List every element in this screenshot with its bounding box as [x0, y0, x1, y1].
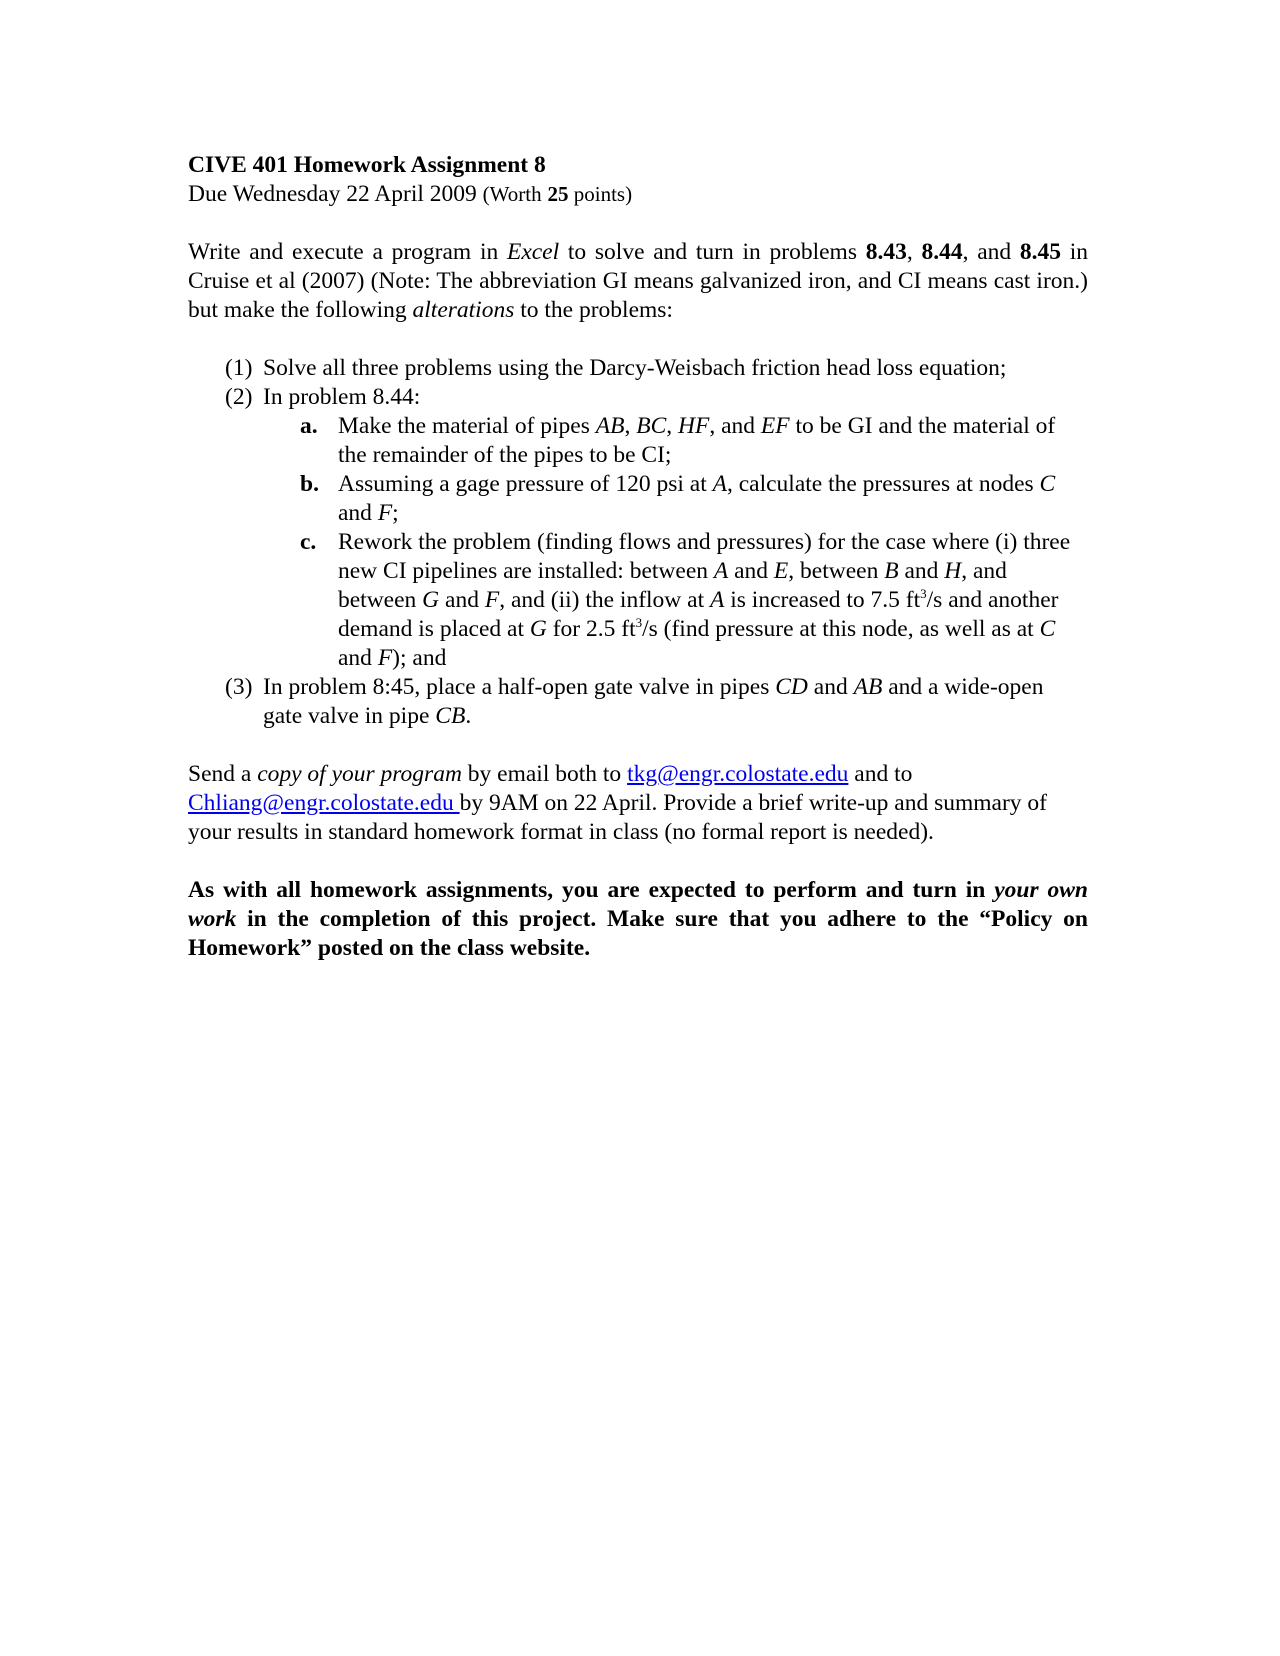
sub-item-label: c.	[300, 529, 317, 555]
intro-paragraph: Write and execute a program in Excel to solve and turn in problems 8.43, 8.44, and 8.45 in Cruise et al (2007) (Note: The abbreviation GI means galvanized iron, and CI means cast iron.) but make the following alterations to the problems:	[188, 239, 1088, 323]
own-work-term: your own work	[188, 877, 1088, 932]
sub-item-a: a. Make the material of pipes AB, BC, HF, and EF to be GI and the material of the remainder of the pipes to be CI;	[300, 413, 1056, 468]
excel-term: Excel	[506, 239, 560, 265]
problem-number: 8.45	[1019, 239, 1061, 265]
problem-number: 8.44	[921, 239, 963, 265]
assignment-title: CIVE 401 Homework Assignment 8	[188, 152, 546, 178]
list-number: (1)	[225, 355, 253, 381]
list-number: (2)	[225, 384, 253, 410]
worth-points: 25	[547, 182, 569, 206]
email-link-tkg[interactable]: tkg@engr.colostate.edu	[627, 761, 849, 787]
list-item-1: (1) Solve all three problems using the Darcy-Weisbach friction head loss equation;	[225, 355, 1007, 381]
sub-item-c: c. Rework the problem (finding flows and pressures) for the case where (i) three new CI pipelines are installed: between A and E, between B and H, and between G and F, and (ii) the inflow at A is increased to 7.5 $ft^3/s$ and another demand is placed at G for 2.5 $ft^3/s$ (find pressure at this node, as well as at C and F); and	[300, 529, 1071, 671]
due-date: Due Wednesday 22 April 2009	[188, 181, 477, 207]
list-item-2: (2) In problem 8.44:	[225, 384, 421, 410]
policy-paragraph: As with all homework assignments, you are expected to perform and turn in your own work in the completion of this project. Make sure that you adhere to the “Policy on Homework” posted on the class website.	[188, 877, 1088, 961]
alterations-term: alterations	[412, 297, 515, 323]
worth-close: points)	[568, 182, 633, 206]
list-number: (3)	[225, 674, 253, 700]
copy-term: copy of your program	[257, 761, 462, 787]
document-body	[188, 151, 1088, 963]
worth-open: (Worth	[482, 182, 542, 206]
list-item-3: (3) In problem 8:45, place a half-open gate valve in pipes CD and AB and a wide-open gate valve in pipe CB.	[225, 674, 1044, 729]
sub-item-label: b.	[300, 471, 319, 497]
due-line	[188, 180, 1088, 209]
sub-item-b: b. Assuming a gage pressure of 120 psi at A, calculate the pressures at nodes C and F;	[300, 471, 1056, 526]
sub-item-label: a.	[300, 413, 318, 439]
problem-number: 8.43	[865, 239, 907, 265]
send-paragraph: Send a copy of your program by email both to tkg@engr.colostate.edu and to Chliang@engr.colostate.edu by 9AM on 22 April. Provide a brief write-up and summary of your results in standard homework format in class (no formal report is needed).	[188, 761, 1047, 845]
email-link-chliang[interactable]: Chliang@engr.colostate.edu	[188, 790, 460, 816]
